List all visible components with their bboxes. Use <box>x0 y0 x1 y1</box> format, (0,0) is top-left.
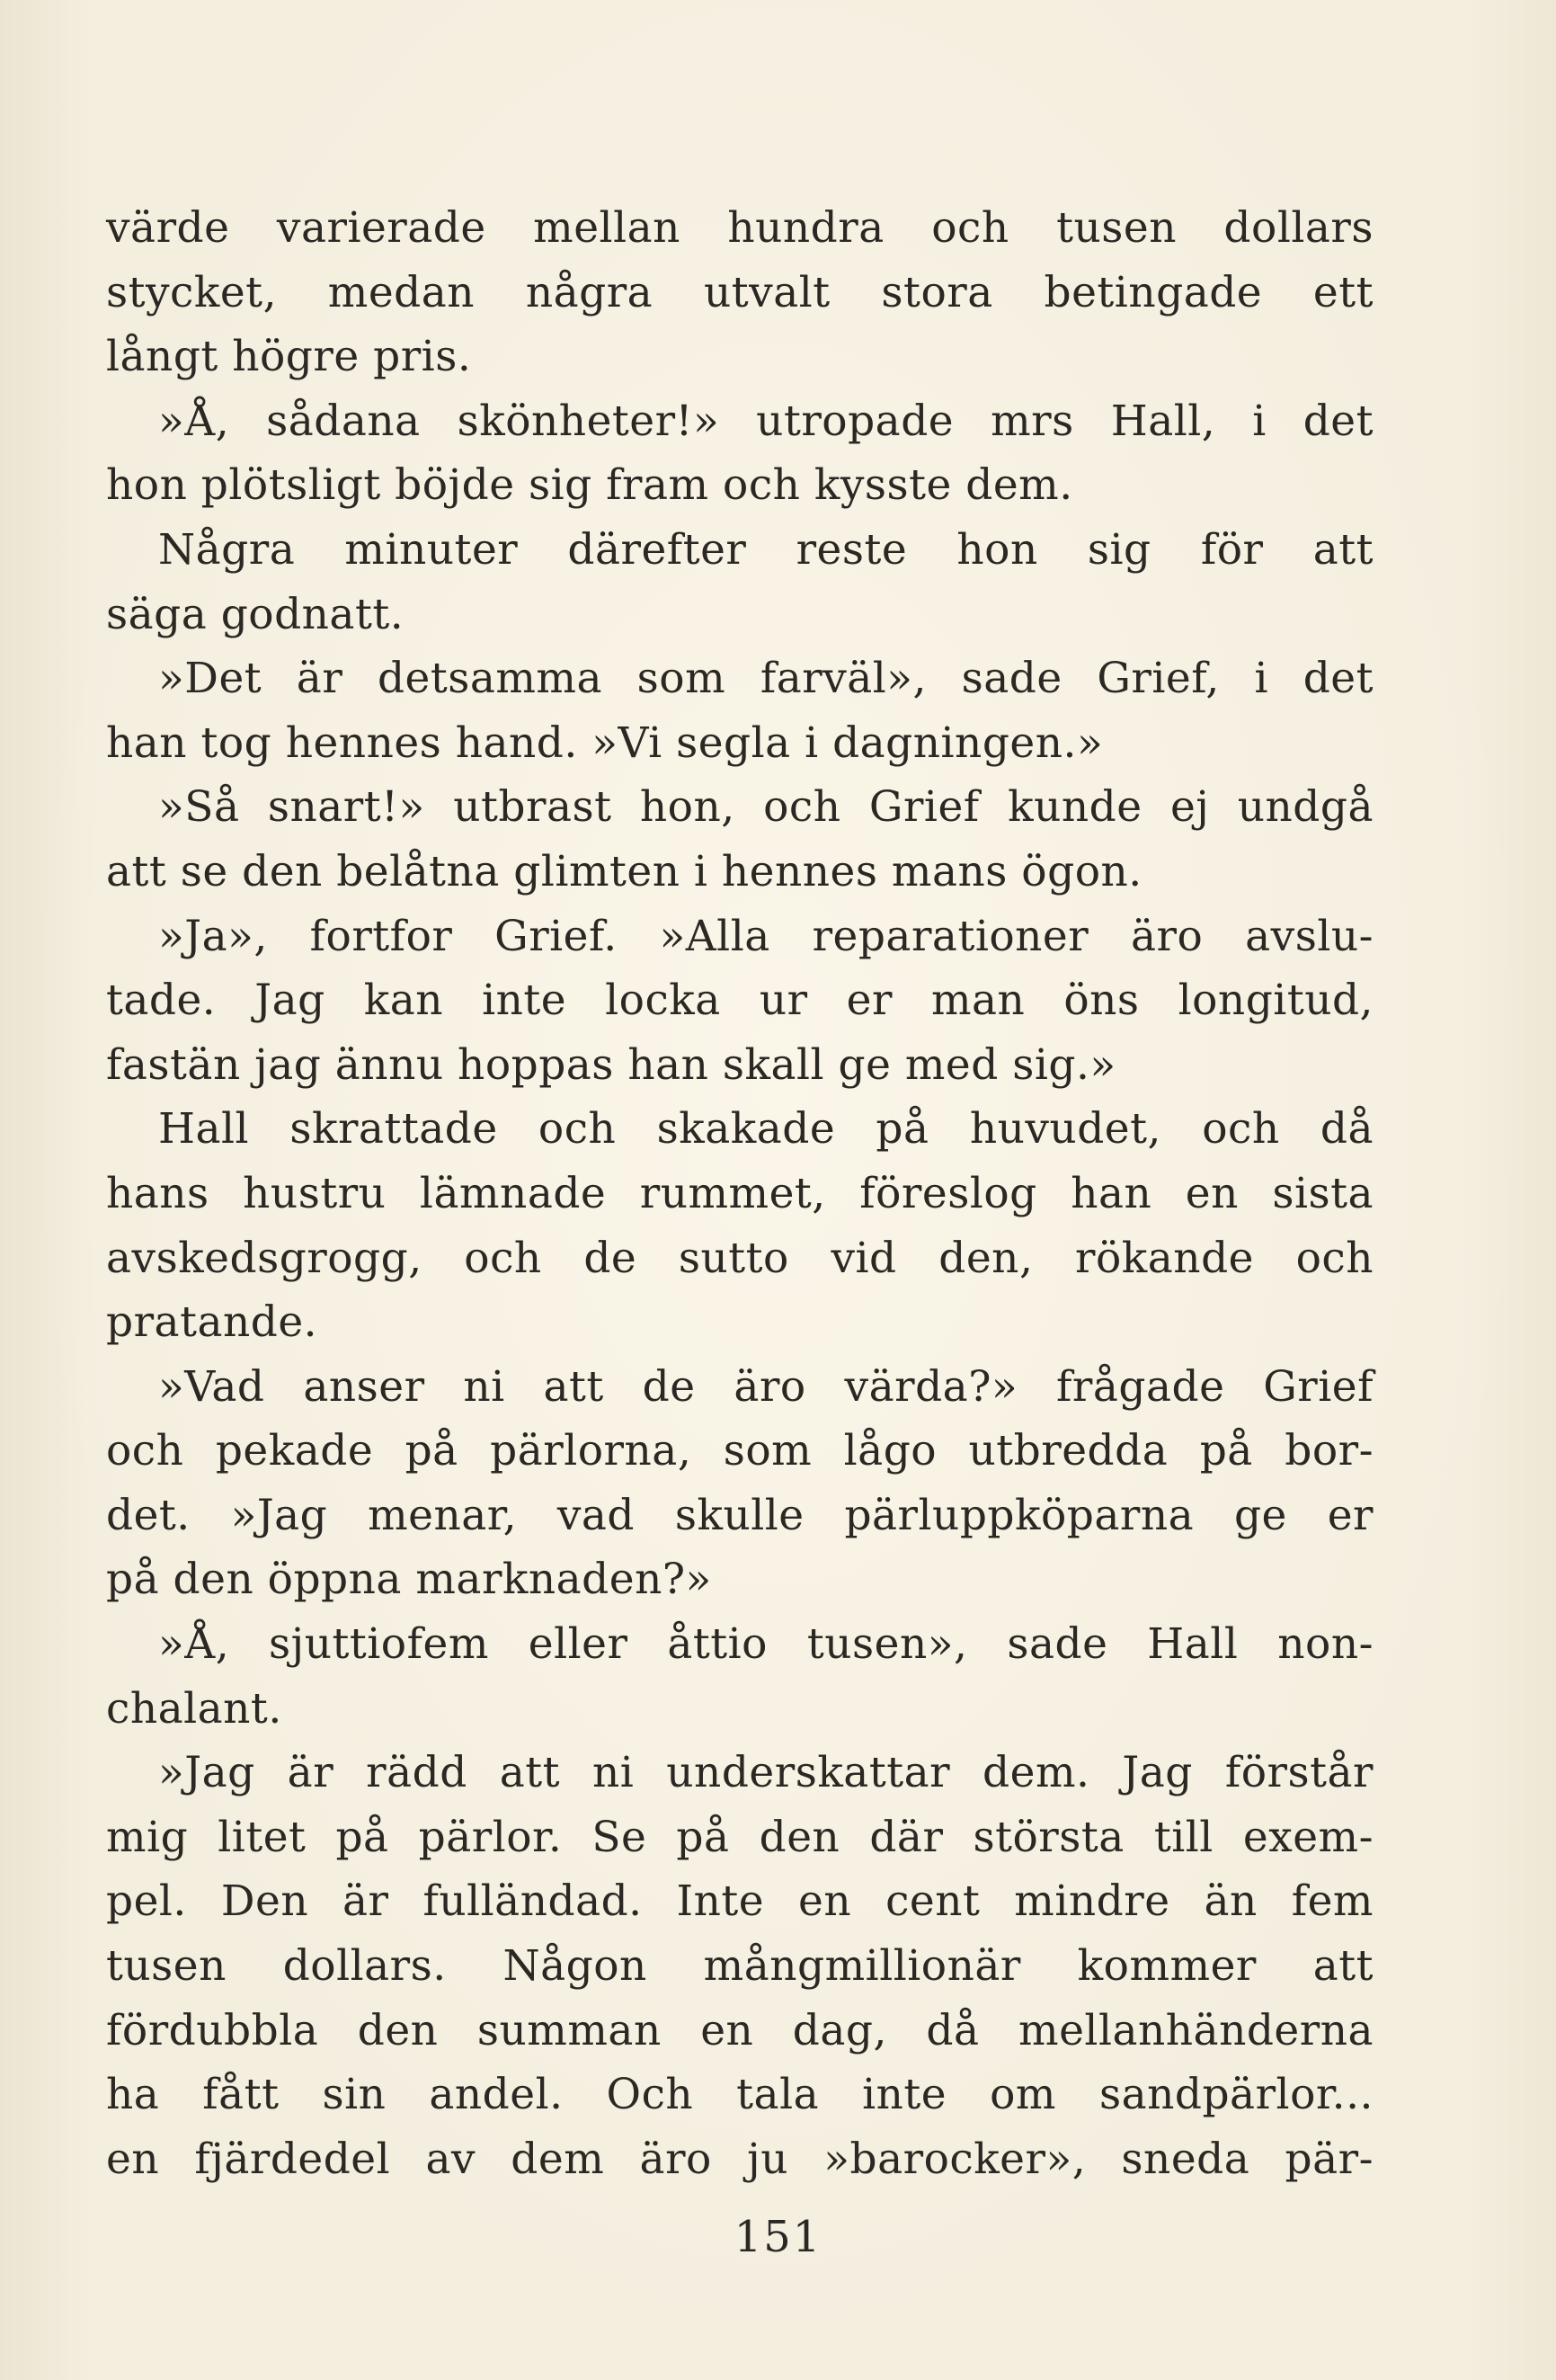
text-line: ha fått sin andel. Och tala inte om sandpärlor... <box>106 2070 1374 2120</box>
text-line: »Å, sjuttiofem eller åttio tusen», sade Hall non- <box>158 1619 1374 1670</box>
text-line: säga godnatt. <box>106 589 405 639</box>
text-line: »Vad anser ni att de äro värda?» frågade Grief <box>158 1361 1374 1412</box>
text-line: och pekade på pärlorna, som lågo utbredda på bor- <box>106 1426 1374 1476</box>
text-line: tade. Jag kan inte locka ur er man öns longitud, <box>106 976 1374 1026</box>
page-number: 151 <box>734 2212 822 2262</box>
text-line: avskedsgrogg, och de sutto vid den, rökande och <box>106 1233 1374 1283</box>
text-line: chalant. <box>106 1683 282 1734</box>
text-line: »Jag är rädd att ni underskattar dem. Jag förstår <box>158 1748 1374 1798</box>
text-line: »Ja», fortfor Grief. »Alla reparationer äro avslu- <box>158 911 1374 961</box>
text-line: det. »Jag menar, vad skulle pärluppköparna ge er <box>106 1490 1374 1540</box>
text-line: fördubbla den summan en dag, då mellanhänderna <box>106 2005 1374 2055</box>
text-line: stycket, medan några utvalt stora betingade ett <box>106 267 1374 317</box>
text-line: »Å, sådana skönheter!» utropade mrs Hall, i det <box>158 396 1374 446</box>
body-text <box>106 196 1374 2191</box>
text-line: en fjärdedel av dem äro ju »barocker», sneda pär- <box>106 2134 1374 2184</box>
text-line: långt högre pris. <box>106 332 472 382</box>
text-line: »Det är detsamma som farväl», sade Grief, i det <box>158 654 1374 704</box>
text-line: värde varierade mellan hundra och tusen dollars <box>106 203 1374 253</box>
text-line: han tog hennes hand. »Vi segla i dagningen.» <box>106 718 1104 768</box>
text-line: »Så snart!» utbrast hon, och Grief kunde ej undgå <box>158 782 1374 833</box>
text-line: Några minuter därefter reste hon sig för att <box>158 524 1374 575</box>
text-line: hon plötsligt böjde sig fram och kysste dem. <box>106 460 1073 511</box>
text-line: pel. Den är fulländad. Inte en cent mindre än fem <box>106 1876 1374 1927</box>
text-line: pratande. <box>106 1297 318 1348</box>
text-line: att se den belåtna glimten i hennes mans ögon. <box>106 846 1143 896</box>
text-line: på den öppna marknaden?» <box>106 1555 712 1605</box>
text-line: Hall skrattade och skakade på huvudet, och då <box>158 1104 1374 1154</box>
text-line: hans hustru lämnade rummet, föreslog han en sista <box>106 1168 1374 1218</box>
text-line: fastän jag ännu hoppas han skall ge med sig.» <box>106 1039 1116 1090</box>
text-line: tusen dollars. Någon mångmillionär kommer att <box>106 1941 1374 1992</box>
text-line: mig litet på pärlor. Se på den där största till exem- <box>106 1812 1374 1862</box>
